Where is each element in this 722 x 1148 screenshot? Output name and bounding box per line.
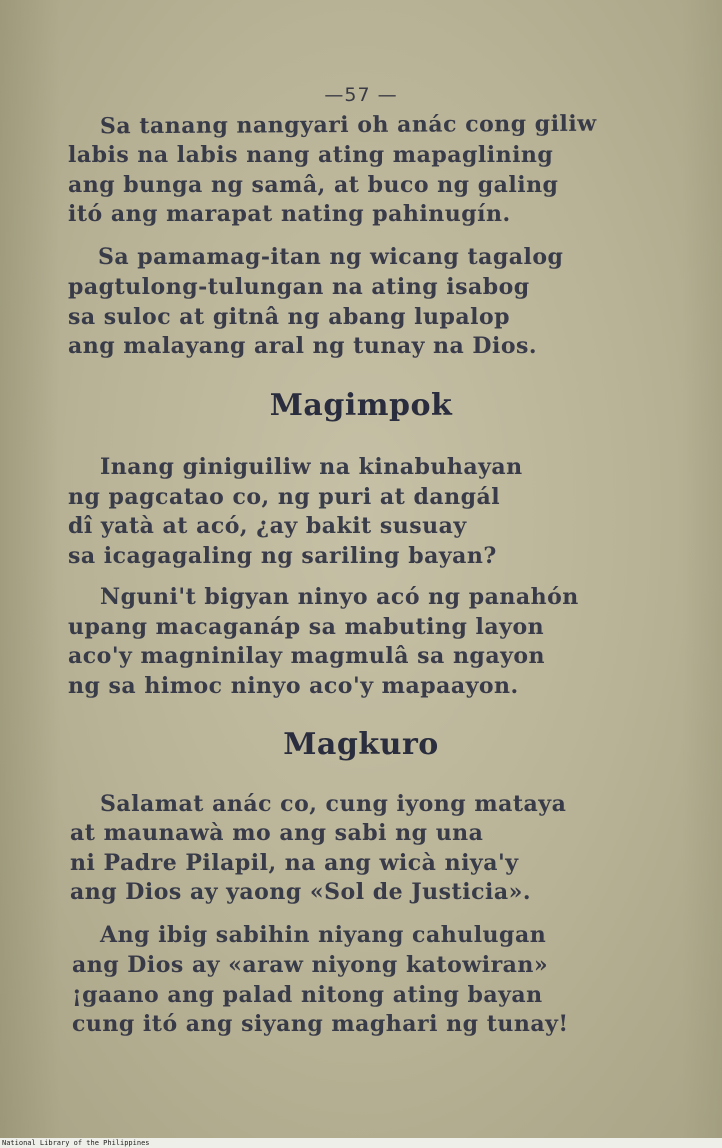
verse-line: ng sa himoc ninyo aco'y mapaayon. [68,673,519,699]
verse-line: Nguni't bigyan ninyo acó ng panahón [100,584,579,610]
verse-line: Salamat anác co, cung iyong mataya [100,791,567,817]
verse-line: ang malayang aral ng tunay na Dios. [68,333,538,359]
verse-line: at maunawà mo ang sabi ng una [70,820,484,846]
page-number: —57 — [324,84,398,106]
footer-credit: National Library of the Philippines [2,1139,150,1147]
verse-line: dî yatà at acó, ¿ay bakit susuay [68,513,467,539]
verse-line: ¡gaano ang palad nitong ating bayan [72,982,543,1008]
verse-line: pagtulong-tulungan na ating isabog [68,274,530,300]
verse-line: sa icagagaling ng sariling bayan? [68,543,497,569]
verse-line: labis na labis nang ating mapaglining [68,142,554,168]
verse-line: Sa pamamag-itan ng wicang tagalog [98,244,564,270]
section-heading-magimpok: Magimpok [269,388,453,423]
verse-line: upang macaganáp sa mabuting layon [68,614,545,640]
verse-line: ang Dios ay yaong «Sol de Justicia». [70,879,531,905]
section-heading-magkuro: Magkuro [283,727,439,762]
verse-line: ang bunga ng samâ, at buco ng galing [68,172,559,198]
verse-line: itó ang marapat nating pahinugín. [68,201,511,227]
verse-line: sa suloc at gitnâ ng abang lupalop [68,304,511,330]
verse-line: ni Padre Pilapil, na ang wicà niya'y [70,850,519,876]
verse-line: aco'y magninilay magmulâ sa ngayon [68,643,546,669]
verse-line: Sa tanang nangyari oh anác cong giliw [99,110,597,140]
verse-line: Ang ibig sabihin niyang cahulugan [100,922,547,948]
verse-line: cung itó ang siyang maghari ng tunay! [72,1011,569,1037]
verse-line: ng pagcatao co, ng puri at dangál [68,484,501,510]
verse-line: ang Dios ay «araw niyong katowiran» [72,952,549,978]
verse-line: Inang giniguiliw na kinabuhayan [100,454,523,480]
